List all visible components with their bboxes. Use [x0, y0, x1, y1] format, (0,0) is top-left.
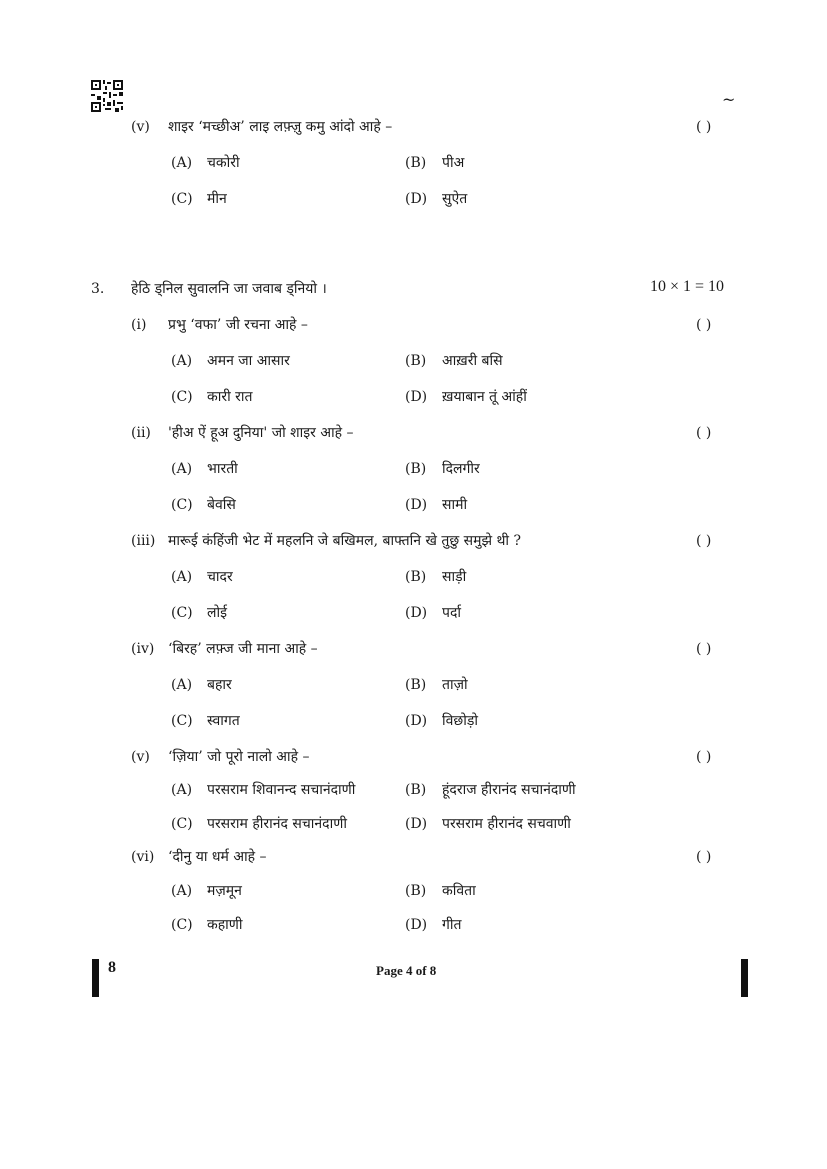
question-text: ‘दीनु या धर्म आहे –	[168, 849, 267, 865]
question-text: 'हीअ ऐं हूअ दुनिया' जो शाइर आहे –	[168, 425, 354, 441]
question-text: ‘बिरह’ लफ़्ज जी माना आहे –	[168, 641, 318, 657]
question-number: (iii)	[131, 533, 156, 549]
option-label: (A)	[171, 883, 193, 899]
option-label: (B)	[405, 155, 427, 171]
option-text: बेवसि	[207, 497, 236, 513]
question-text: मारूई कंहिंजी भेट में महलनि जे बखिमल, बाफ्तनि खे तुछु समुझे थी ?	[168, 533, 522, 549]
footer-right-bar	[741, 959, 748, 997]
option-text: परसराम हीरानंद सचानंदाणी	[207, 816, 347, 832]
option-text: ख़याबान तूं आंहीं	[442, 389, 527, 405]
option-label: (A)	[171, 461, 193, 477]
option-text: कहाणी	[207, 917, 243, 933]
option-text: पर्दा	[442, 605, 462, 621]
footer-page-label: Page 4 of 8	[376, 963, 437, 978]
answer-bracket[interactable]: ( )	[696, 317, 712, 333]
option-label: (C)	[171, 816, 193, 832]
question-number: (ii)	[131, 425, 151, 441]
option-label: (C)	[171, 605, 193, 621]
option-label: (B)	[405, 782, 427, 798]
option-label: (B)	[405, 883, 427, 899]
footer-page-number: 8	[108, 959, 116, 976]
option-text: मज़मून	[207, 883, 242, 899]
option-label: (C)	[171, 713, 193, 729]
option-text: दिलगीर	[442, 461, 480, 477]
option-text: चादर	[207, 569, 233, 585]
option-label: (D)	[405, 389, 428, 405]
option-label: (D)	[405, 917, 428, 933]
question-number: (iv)	[131, 641, 155, 657]
option-label: (B)	[405, 461, 427, 477]
option-label: (A)	[171, 569, 193, 585]
option-label: (B)	[405, 677, 427, 693]
section-marks: 10 × 1 = 10	[650, 278, 725, 295]
option-text: कविता	[442, 883, 476, 899]
question-text: शाइर ‘मच्छीअ’ लाइ लफ़्ज़ु कमु आंदो आहे –	[168, 119, 393, 135]
question-number: (v)	[131, 119, 150, 135]
option-label: (C)	[171, 917, 193, 933]
section-number: 3.	[91, 281, 105, 297]
option-label: (B)	[405, 353, 427, 369]
option-text: ताज़ो	[442, 677, 468, 693]
option-label: (A)	[171, 677, 193, 693]
option-label: (D)	[405, 605, 428, 621]
qr-code-icon	[91, 80, 123, 112]
question-text: ‘ज़िया’ जो पूरो नालो आहे –	[168, 749, 310, 765]
option-text: हूंदराज हीरानंद सचानंदाणी	[442, 782, 576, 798]
option-text: लोई	[207, 605, 227, 621]
option-text: आख़री बसि	[442, 353, 503, 369]
option-text: कारी रात	[207, 389, 253, 405]
option-label: (B)	[405, 569, 427, 585]
option-label: (A)	[171, 353, 193, 369]
option-label: (C)	[171, 191, 193, 207]
option-text: विछोड़ो	[442, 713, 478, 729]
option-text: सुऐत	[442, 191, 468, 207]
option-text: स्वागत	[207, 713, 240, 729]
question-number: (v)	[131, 749, 150, 765]
option-text: परसराम हीरानंद सचवाणी	[442, 816, 571, 832]
answer-bracket[interactable]: ( )	[696, 533, 712, 549]
question-text: प्रभु ‘वफा’ जी रचना आहे –	[168, 317, 308, 333]
footer-left-bar	[92, 959, 99, 997]
option-label: (D)	[405, 816, 428, 832]
option-label: (D)	[405, 497, 428, 513]
answer-bracket[interactable]: ( )	[696, 119, 712, 135]
answer-bracket[interactable]: ( )	[696, 749, 712, 765]
option-text: मीन	[207, 191, 227, 207]
option-label: (A)	[171, 155, 193, 171]
section-instruction: हेठि ड्निल सुवालनि जा जवाब ड्नियो ।	[131, 281, 327, 297]
option-text: भारती	[207, 461, 238, 477]
question-number: (i)	[131, 317, 147, 333]
answer-bracket[interactable]: ( )	[696, 641, 712, 657]
option-text: अमन जा आसार	[207, 353, 290, 369]
option-label: (C)	[171, 497, 193, 513]
option-text: परसराम शिवानन्द सचानंदाणी	[207, 782, 356, 798]
question-number: (vi)	[131, 849, 155, 865]
header-mark: ~	[722, 90, 736, 109]
option-label: (D)	[405, 191, 428, 207]
option-text: चकोरी	[207, 155, 240, 171]
option-text: सामी	[442, 497, 468, 513]
option-text: साड़ी	[442, 569, 467, 585]
answer-bracket[interactable]: ( )	[696, 425, 712, 441]
option-text: गीत	[442, 917, 462, 933]
answer-bracket[interactable]: ( )	[696, 849, 712, 865]
option-label: (C)	[171, 389, 193, 405]
option-text: पीअ	[442, 155, 465, 171]
option-label: (A)	[171, 782, 193, 798]
option-text: बहार	[207, 677, 232, 693]
option-label: (D)	[405, 713, 428, 729]
